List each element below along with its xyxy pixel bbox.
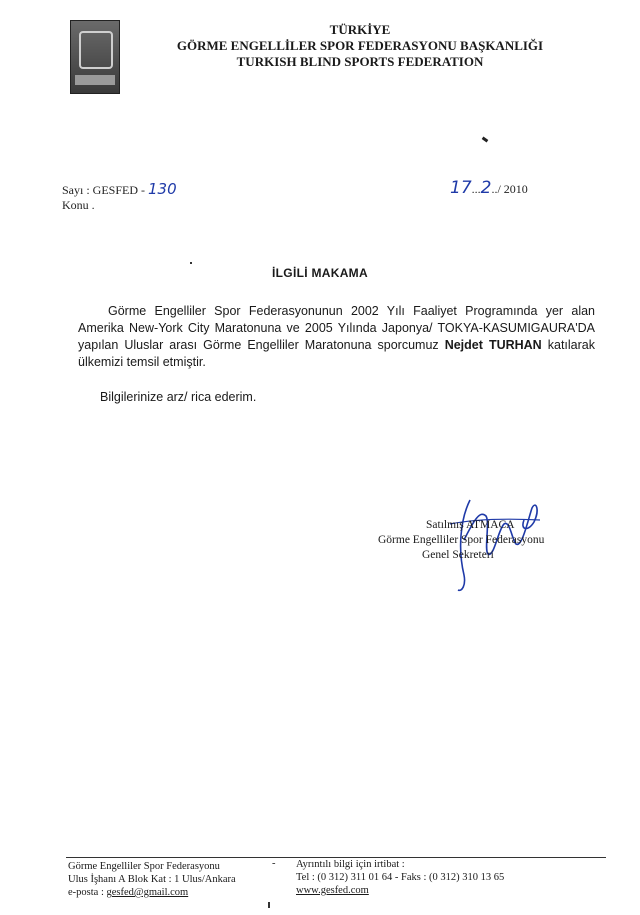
closing-request: Bilgilerinize arz/ rica ederim. [100, 390, 257, 404]
federation-logo [70, 20, 120, 94]
date-day: 17 [450, 178, 472, 198]
footer-email-row [68, 886, 236, 899]
stray-mark [482, 137, 489, 143]
letter-body [78, 303, 595, 371]
signatory-org: Görme Engelliler Spor Federasyonu [378, 534, 545, 546]
reference-number [62, 180, 177, 198]
logo-band [75, 75, 115, 85]
letter-date [450, 178, 528, 198]
footer-website-link[interactable]: www.gesfed.com [296, 885, 369, 896]
signature-block [378, 518, 598, 563]
body-text-after: katılarak ülkemizi temsil etmiştir. [78, 338, 595, 369]
date-month: 2 [480, 178, 492, 198]
footer-org: Görme Engelliler Spor Federasyonu [68, 861, 220, 872]
header-country: TÜRKİYE [329, 22, 391, 37]
reference-label: Sayı : GESFED - [62, 183, 149, 197]
stray-bottom-mark [268, 902, 270, 908]
logo-emblem [79, 31, 113, 69]
footer-phone-fax: Tel : (0 312) 311 01 64 - Faks : (0 312) 310 13 65 [296, 872, 505, 883]
footer-contact [296, 858, 504, 897]
footer-email-label: e-posta : [68, 887, 107, 898]
footer-address [68, 860, 236, 899]
footer-contact-heading: Ayrıntılı bilgi için irtibat : [296, 859, 405, 870]
subject-line: Konu . [62, 198, 95, 212]
footer-separator: - [272, 858, 276, 869]
footer-street: Ulus İşhanı A Blok Kat : 1 Ulus/Ankara [68, 874, 236, 885]
athlete-name: Nejdet TURHAN [444, 338, 542, 352]
header-org-tr: GÖRME ENGELLİLER SPOR FEDERASYONU BAŞKANLIĞI [176, 38, 544, 53]
signatory-title: Genel Sekreteri [422, 549, 494, 561]
body-text-before: Görme Engelliler Spor Federasyonunun 2002 Yılı Faaliyet Programında yer alan Amerika New-York City Maratonuna ve 2005 Yılında Japonya/ TOKYA-KASUMIGAURA'DA yapılan Uluslar arası Görme Engelliler Maratonuna sporcumuz [78, 304, 595, 352]
stray-dot [190, 262, 192, 264]
letterhead [130, 22, 590, 70]
reference-number-handwritten: 130 [148, 180, 177, 198]
header-org-en: TURKISH BLIND SPORTS FEDERATION [236, 54, 484, 69]
addressee: İLGİLİ MAKAMA [272, 266, 368, 280]
date-year: ../ 2010 [491, 182, 528, 196]
signatory-name: Satılmış ATMACA [426, 519, 515, 531]
date-sep: ... [471, 182, 481, 196]
footer-email-link[interactable]: gesfed@gmail.com [106, 887, 189, 898]
